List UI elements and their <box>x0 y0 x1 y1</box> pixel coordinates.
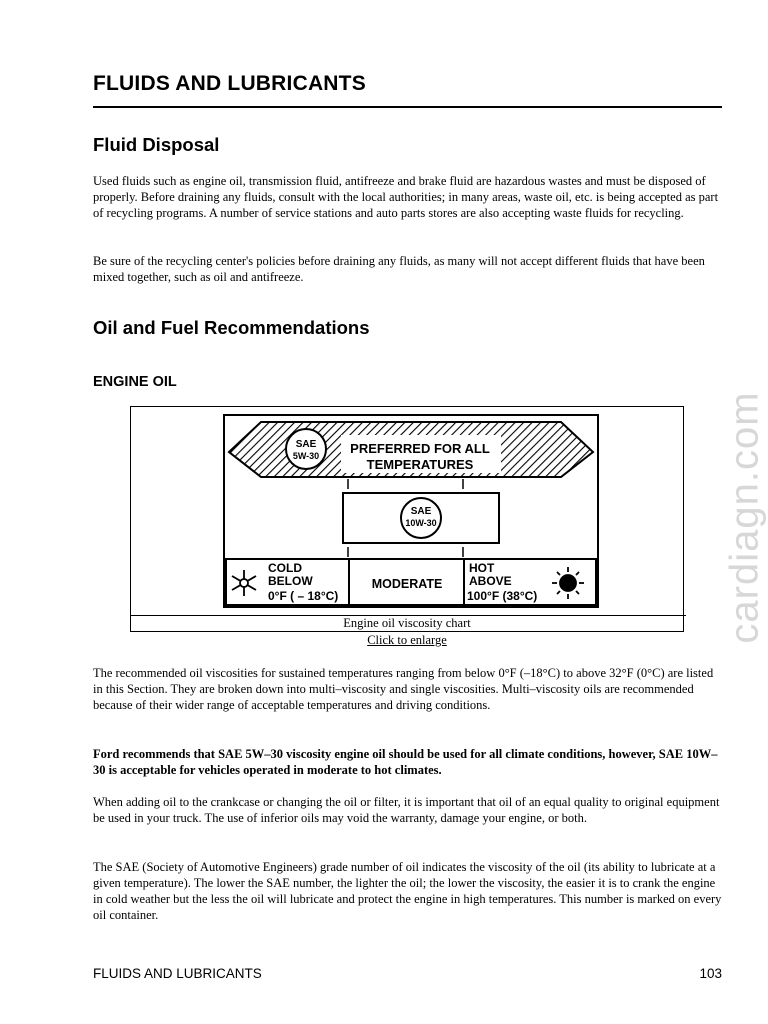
cold-line1: COLD <box>268 561 302 575</box>
cold-line3: 0°F ( – 18°C) <box>268 589 339 603</box>
fluid-disposal-heading: Fluid Disposal <box>93 134 220 155</box>
engine-oil-subheading: ENGINE OIL <box>93 374 177 390</box>
body-paragraph-4: The SAE (Society of Automotive Engineers) grade number of oil indicates the viscosity of the oil (its ability to lubricate at a given temperature). The lower the SAE number, the lighter the oil; the lower the viscosity, the easier it is to crank the engine in cold weather but the less the oil will lubricate and protect the engine in high temperatures. This number is marked on every oil container. <box>93 860 722 922</box>
oil-fuel-heading: Oil and Fuel Recommendations <box>93 317 370 338</box>
moderate-label: MODERATE <box>371 577 443 591</box>
hot-line3: 100°F (38°C) <box>467 589 538 603</box>
banner-text-line2: TEMPERATURES <box>366 457 474 472</box>
badge-5w30-line1: SAE <box>295 439 317 450</box>
page-number: 103 <box>699 966 722 981</box>
body-paragraph-3: When adding oil to the crankcase or changing the oil or filter, it is important that oil of an equal quality to original equipment be used in your truck. The use of inferior oils may void the warranty, damage your engine, or both. <box>93 795 720 825</box>
hot-line2: ABOVE <box>469 574 512 588</box>
title-rule <box>93 106 722 108</box>
watermark-text: cardiagn.com <box>722 391 767 644</box>
cold-line2: BELOW <box>268 574 313 588</box>
chapter-title: FLUIDS AND LUBRICANTS <box>93 72 366 95</box>
viscosity-chart-figure[interactable] <box>130 406 684 632</box>
viscosity-chart-image[interactable] <box>131 407 685 617</box>
figure-caption: Engine oil viscosity chart <box>343 616 471 630</box>
banner-text-line1: PREFERRED FOR ALL <box>350 441 490 456</box>
fluid-disposal-paragraph-1: Used fluids such as engine oil, transmission fluid, antifreeze and brake fluid are hazardous wastes and must be disposed of properly. Before draining any fluids, consult with the local authorities; in many areas, waste oil, etc. is being accepted as part of recycling programs. A number of service stations and auto parts stores are also accepting waste fluids for recycling. <box>93 174 719 220</box>
body-paragraph-2: Ford recommends that SAE 5W–30 viscosity engine oil should be used for all climate conditions, however, SAE 10W–30 is acceptable for vehicles operated in moderate to hot climates. <box>93 747 718 777</box>
badge-10w30-line1: SAE <box>410 506 432 517</box>
fluid-disposal-paragraph-2: Be sure of the recycling center's policies before draining any fluids, as many will not accept different fluids that have been mixed together, such as oil and antifreeze. <box>93 254 705 284</box>
badge-5w30-line2: 5W-30 <box>292 451 320 461</box>
hot-line1: HOT <box>469 561 495 575</box>
click-to-enlarge-link[interactable]: Click to enlarge <box>367 633 447 647</box>
body-paragraph-1: The recommended oil viscosities for sustained temperatures ranging from below 0°F (–18°C) to above 32°F (0°C) are listed in this Section. They are broken down into multi–viscosity and single viscosities. Multi–viscosity oils are recommended because of their wider range of acceptable temperatures and driving conditions. <box>93 666 714 712</box>
badge-10w30-line2: 10W-30 <box>405 518 437 528</box>
watermark <box>722 380 767 644</box>
footer-chapter: FLUIDS AND LUBRICANTS <box>93 966 262 981</box>
